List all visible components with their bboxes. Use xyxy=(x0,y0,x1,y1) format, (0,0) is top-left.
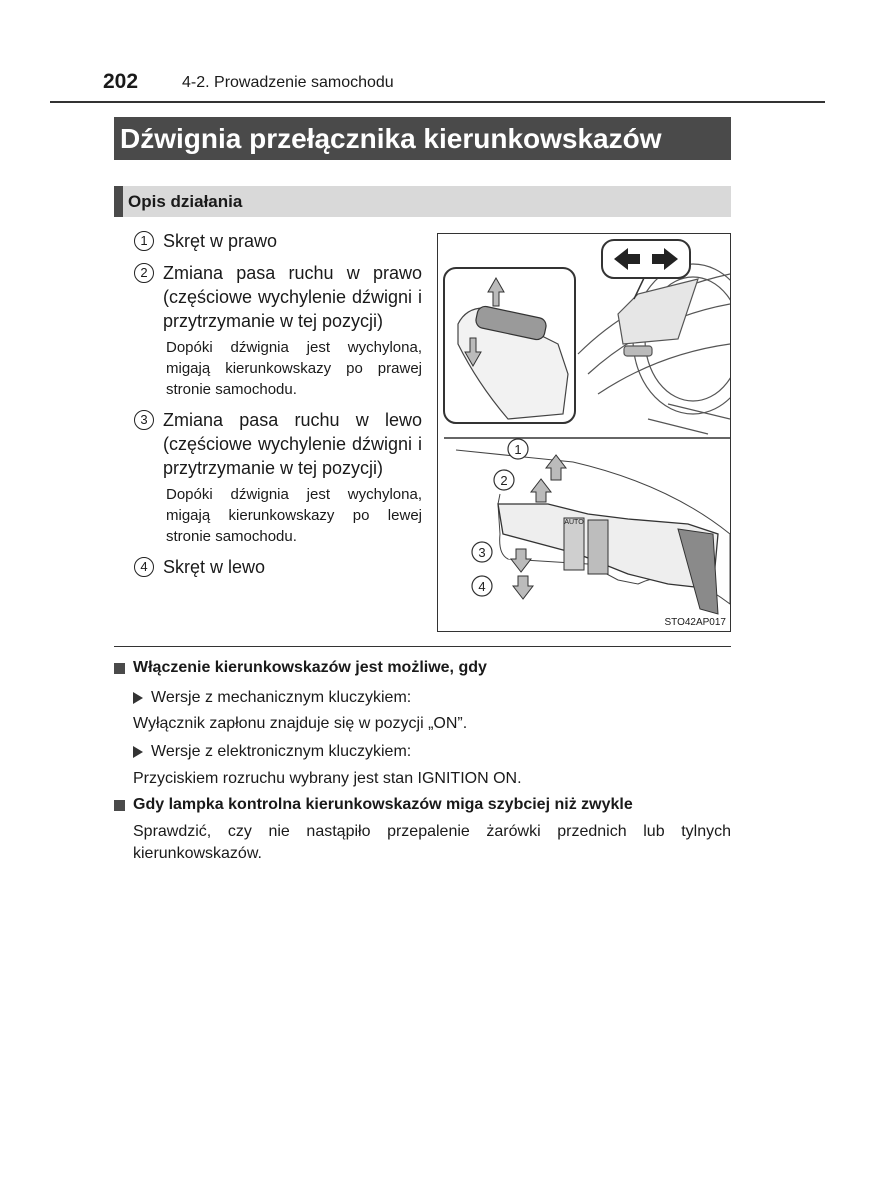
page-number: 202 xyxy=(103,70,139,93)
auto-label: AUTO xyxy=(564,519,584,526)
sub-heading-elec xyxy=(133,743,411,761)
page-title: Dźwignia przełącznika kierunkowskazów xyxy=(114,117,731,160)
section-rule xyxy=(114,646,731,647)
step-number: 3 xyxy=(134,410,154,430)
step-item xyxy=(134,229,422,253)
step-item xyxy=(134,261,422,333)
callout-label: 2 xyxy=(500,473,508,488)
square-bullet-icon xyxy=(114,663,125,674)
square-bullet-icon xyxy=(114,800,125,811)
section-heading: Opis działania xyxy=(114,186,731,217)
running-head: 4-2. Prowadzenie samochodu xyxy=(182,74,394,91)
sub-heading-text: Wersje z elektronicznym kluczykiem: xyxy=(151,743,412,760)
step-number: 4 xyxy=(134,557,154,577)
note-text: Przyciskiem rozruchu wybrany jest stan IGNITION ON. xyxy=(133,770,522,787)
step-number: 1 xyxy=(134,231,154,251)
step-text: Zmiana pasa ruchu w lewo (częściowe wychylenie dźwigni i przytrzymanie w tej pozycji) xyxy=(163,410,422,478)
step-note: Dopóki dźwignia jest wychylona, migają kierunkowskazy po prawej stronie samochodu. xyxy=(166,339,422,398)
header-rule xyxy=(50,101,825,103)
triangle-bullet-icon xyxy=(133,746,143,758)
note-heading-text: Włączenie kierunkowskazów jest możliwe, gdy xyxy=(133,659,487,676)
note-heading-1 xyxy=(114,659,487,677)
triangle-bullet-icon xyxy=(133,692,143,704)
callout-label: 4 xyxy=(478,579,486,594)
step-number: 2 xyxy=(134,263,154,283)
callout-label: 1 xyxy=(514,442,522,457)
steps-list xyxy=(134,229,422,579)
step-text: Skręt w prawo xyxy=(163,231,278,251)
note-heading-2 xyxy=(114,796,633,814)
figure-code: STO42AP017 xyxy=(664,617,726,628)
step-note: Dopóki dźwignia jest wychylona, migają kierunkowskazy po lewej stronie samochodu. xyxy=(166,486,422,545)
step-text: Skręt w lewo xyxy=(163,557,266,577)
step-text: Zmiana pasa ruchu w prawo (częściowe wychylenie dźwigni i przytrzymanie w tej pozycji) xyxy=(163,263,422,331)
sub-heading-mech xyxy=(133,689,411,707)
note-text: Sprawdzić, czy nie nastąpiło przepalenie żarówki przednich lub tylnych kierunkowskazów. xyxy=(133,823,731,862)
hand-inset xyxy=(444,268,575,423)
callout-label: 3 xyxy=(478,545,486,560)
lever-illustration xyxy=(438,234,730,631)
note-text: Wyłącznik zapłonu znajduje się w pozycji „ON”. xyxy=(133,715,468,732)
figure-turn-signal-lever xyxy=(437,233,731,632)
sub-heading-text: Wersje z mechanicznym kluczykiem: xyxy=(151,689,412,706)
note-heading-text: Gdy lampka kontrolna kierunkowskazów miga szybciej niż zwykle xyxy=(133,796,633,813)
step-item xyxy=(134,408,422,480)
step-item xyxy=(134,555,422,579)
